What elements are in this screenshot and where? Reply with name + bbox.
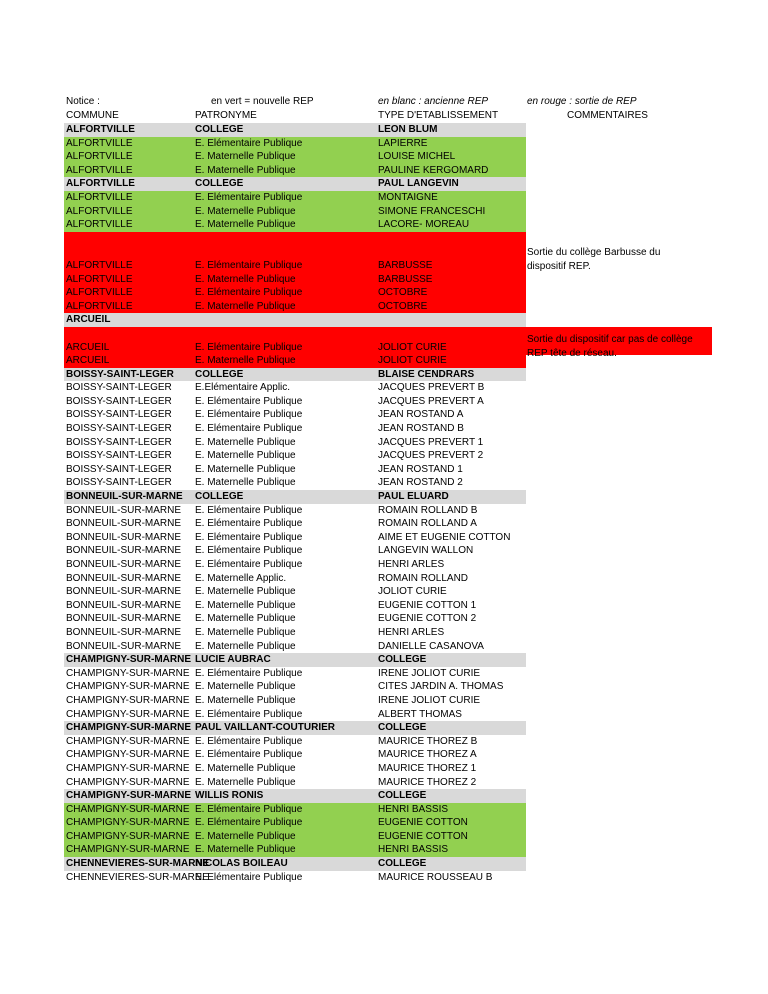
notice-row [0,95,768,109]
cell-patronyme: E. Maternelle Publique [195,586,296,598]
header-row [0,109,768,123]
cell-commune: ALFORTVILLE [66,273,133,285]
cell-type: COLLEGE [378,790,427,802]
cell-type: ALBERT THOMAS [378,708,462,720]
cell-commune: BOISSY-SAINT-LEGER [66,463,172,475]
cell-commune: ALFORTVILLE [66,151,133,163]
cell-type: IRENE JOLIOT CURIE [378,667,481,679]
cell-patronyme: E. Maternelle Publique [195,477,296,489]
cell-type: ROMAIN ROLLAND [378,572,469,584]
table-row [0,776,768,790]
cell-patronyme: E. Maternelle Publique [195,300,296,312]
table-row [0,653,768,667]
cell-patronyme: E. Maternelle Publique [195,681,296,693]
cell-commune: BONNEUIL-SUR-MARNE [66,504,182,516]
header-commune: COMMUNE [66,110,119,121]
cell-patronyme: E.Elémentaire Applic. [195,382,291,394]
cell-patronyme: E. Elémentaire Publique [195,423,303,435]
cell-type: COLLEGE [378,654,427,666]
table-row [0,463,768,477]
cell-type: IRENE JOLIOT CURIE [378,694,481,706]
cell-type: LAPIERRE [378,137,428,149]
cell-patronyme: E. Maternelle Publique [195,830,296,842]
cell-commune: CHAMPIGNY-SUR-MARNE [66,722,191,734]
cell-commune: CHAMPIGNY-SUR-MARNE [66,776,190,788]
cell-type: PAULINE KERGOMARD [378,164,489,176]
table-row [0,504,768,518]
cell-type: COLLEGE [378,858,427,870]
cell-commune: CHENNEVIERES-SUR-MARNE [66,871,209,883]
cell-commune: BONNEUIL-SUR-MARNE [66,545,182,557]
table-row [0,680,768,694]
table-row [0,286,768,300]
cell-commune: BONNEUIL-SUR-MARNE [66,613,182,625]
cell-commune: ARCUEIL [66,341,110,353]
cell-type: HENRI ARLES [378,626,445,638]
cell-type: ROMAIN ROLLAND A [378,518,477,530]
cell-patronyme: E. Maternelle Publique [195,640,296,652]
cell-commune: CHAMPIGNY-SUR-MARNE [66,694,190,706]
row-background [64,245,526,259]
cell-patronyme: WILLIS RONIS [195,790,264,802]
cell-patronyme: COLLEGE [195,178,244,190]
table-row [0,803,768,817]
cell-type: HENRI BASSIS [378,844,449,856]
cell-type: JOLIOT CURIE [378,586,447,598]
cell-type: HENRI ARLES [378,559,445,570]
cell-patronyme: E. Elémentaire Publique [195,545,303,557]
cell-type: PAUL LANGEVIN [378,178,459,190]
table-row [0,816,768,830]
cell-patronyme: E. Elémentaire Publique [195,259,303,271]
table-row [0,735,768,749]
table-row [0,449,768,463]
cell-commune: BONNEUIL-SUR-MARNE [66,640,182,652]
cell-type: LANGEVIN WALLON [378,545,474,557]
cell-type: MAURICE THOREZ A [378,749,477,761]
cell-commune: BONNEUIL-SUR-MARNE [66,518,182,530]
cell-commune: ALFORTVILLE [66,287,133,299]
cell-patronyme: E. Maternelle Publique [195,436,296,448]
table-row [0,273,768,287]
table-row [0,721,768,735]
comment-arcueil: Sortie du dispositif car pas de collège REP tête de réseau. [527,334,693,359]
cell-commune: CHAMPIGNY-SUR-MARNE [66,749,190,761]
cell-patronyme: E. Elémentaire Publique [195,749,303,761]
table-row [0,436,768,450]
cell-commune: BOISSY-SAINT-LEGER [66,436,172,448]
cell-commune: CHAMPIGNY-SUR-MARNE [66,830,190,842]
table-row [0,762,768,776]
cell-commune: BONNEUIL-SUR-MARNE [66,491,183,503]
table-row [0,408,768,422]
green-legend: en vert = nouvelle REP [211,96,314,107]
cell-patronyme: E. Maternelle Publique [195,613,296,625]
cell-commune: ALFORTVILLE [66,300,133,312]
table-row [0,205,768,219]
table-row [0,422,768,436]
cell-commune: CHAMPIGNY-SUR-MARNE [66,654,191,666]
red-legend: en rouge : sortie de REP [527,96,637,107]
cell-type: PAUL ELUARD [378,491,449,503]
cell-commune: BOISSY-SAINT-LEGER [66,450,172,462]
cell-patronyme: E. Maternelle Applic. [195,572,287,584]
cell-patronyme: E. Elémentaire Publique [195,518,303,530]
cell-patronyme: E. Maternelle Publique [195,273,296,285]
table-row [0,490,768,504]
cell-patronyme: COLLEGE [195,368,244,380]
cell-type: JEAN ROSTAND B [378,423,464,435]
cell-type: JACQUES PREVERT B [378,382,485,394]
row-background [64,313,526,327]
cell-commune: CHAMPIGNY-SUR-MARNE [66,790,191,802]
cell-type: MAURICE THOREZ 1 [378,762,477,774]
cell-type: JACQUES PREVERT 2 [378,450,484,462]
row-background [64,327,526,341]
comment-barbusse: Sortie du collège Barbusse du dispositif REP. [527,247,661,272]
table-row [0,395,768,409]
cell-patronyme: E. Elémentaire Publique [195,735,303,747]
cell-patronyme: E. Elémentaire Publique [195,531,303,543]
cell-commune: ALFORTVILLE [66,178,135,190]
table-row [0,830,768,844]
cell-commune: ARCUEIL [66,314,111,326]
table-row [0,558,768,572]
header-type: TYPE D'ETABLISSEMENT [378,110,499,121]
table-row [0,748,768,762]
header-comments: COMMENTAIRES [567,110,648,121]
cell-type: JOLIOT CURIE [378,355,447,367]
cell-commune: BONNEUIL-SUR-MARNE [66,586,182,598]
table-row [0,612,768,626]
table-row [0,694,768,708]
table-row [0,843,768,857]
table-row [0,871,768,885]
cell-type: MONTAIGNE [378,191,438,203]
cell-patronyme: COLLEGE [195,491,244,503]
cell-commune: ALFORTVILLE [66,259,133,271]
cell-commune: CHAMPIGNY-SUR-MARNE [66,708,190,720]
white-legend: en blanc : ancienne REP [378,96,489,107]
cell-type: JEAN ROSTAND 2 [378,477,463,489]
table-row [0,368,768,382]
cell-patronyme: E. Maternelle Publique [195,205,296,217]
table-row [0,381,768,395]
cell-commune: BOISSY-SAINT-LEGER [66,423,172,435]
cell-commune: CHAMPIGNY-SUR-MARNE [66,762,190,774]
cell-patronyme: E. Elémentaire Publique [195,803,303,815]
cell-patronyme: E. Maternelle Publique [195,599,296,611]
cell-type: COLLEGE [378,722,427,734]
table-row [0,164,768,178]
cell-commune: BONNEUIL-SUR-MARNE [66,559,182,570]
table-row [0,708,768,722]
cell-commune: CHAMPIGNY-SUR-MARNE [66,844,190,856]
cell-type: CITES JARDIN A. THOMAS [378,681,504,693]
cell-commune: CHAMPIGNY-SUR-MARNE [66,681,190,693]
cell-type: EUGENIE COTTON 1 [378,599,477,611]
table-row [0,857,768,871]
table-row [0,232,768,246]
table-row [0,585,768,599]
cell-patronyme: E. Maternelle Publique [195,450,296,462]
cell-type: JEAN ROSTAND A [378,409,464,421]
cell-commune: BOISSY-SAINT-LEGER [66,368,174,380]
cell-patronyme: E. Maternelle Publique [195,463,296,475]
cell-patronyme: E. Maternelle Publique [195,762,296,774]
cell-type: HENRI BASSIS [378,803,449,815]
cell-commune: CHAMPIGNY-SUR-MARNE [66,803,190,815]
table-row [0,572,768,586]
cell-patronyme: NICOLAS BOILEAU [195,858,288,870]
cell-patronyme: E. Maternelle Publique [195,844,296,856]
cell-type: MAURICE THOREZ B [378,735,478,747]
cell-patronyme: E. Elémentaire Publique [195,708,303,720]
cell-type: JEAN ROSTAND 1 [378,463,463,475]
cell-type: EUGENIE COTTON [378,817,468,829]
cell-commune: BOISSY-SAINT-LEGER [66,477,172,489]
cell-patronyme: E. Elémentaire Publique [195,287,303,299]
cell-patronyme: LUCIE AUBRAC [195,654,271,666]
table-row [0,640,768,654]
cell-commune: ALFORTVILLE [66,164,133,176]
table-row [0,137,768,151]
cell-patronyme: E. Elémentaire Publique [195,559,303,570]
cell-commune: BONNEUIL-SUR-MARNE [66,572,182,584]
cell-commune: BOISSY-SAINT-LEGER [66,382,172,394]
table-row [0,667,768,681]
cell-type: JACQUES PREVERT A [378,395,484,407]
cell-type: OCTOBRE [378,287,428,299]
cell-type: BARBUSSE [378,273,433,285]
cell-commune: ARCUEIL [66,355,110,367]
cell-type: LACORE- MOREAU [378,219,470,231]
header-patronyme: PATRONYME [195,110,257,121]
cell-type: SIMONE FRANCESCHI [378,205,486,217]
cell-type: MAURICE THOREZ 2 [378,776,477,788]
cell-patronyme: E. Elémentaire Publique [195,871,303,883]
cell-type: LEON BLUM [378,124,438,135]
cell-commune: CHAMPIGNY-SUR-MARNE [66,735,190,747]
table-row [0,313,768,327]
table-row [0,150,768,164]
cell-patronyme: E. Elémentaire Publique [195,409,303,421]
cell-patronyme: E. Maternelle Publique [195,694,296,706]
cell-patronyme: PAUL VAILLANT-COUTURIER [195,722,335,734]
cell-patronyme: E. Elémentaire Publique [195,341,303,353]
cell-patronyme: COLLEGE [195,124,244,135]
cell-commune: ALFORTVILLE [66,137,133,149]
table-row [0,626,768,640]
table-row [0,599,768,613]
cell-commune: BOISSY-SAINT-LEGER [66,395,172,407]
data-table [0,123,768,884]
cell-type: JOLIOT CURIE [378,341,447,353]
table-row [0,218,768,232]
cell-type: MAURICE ROUSSEAU B [378,871,493,883]
cell-type: DANIELLE CASANOVA [378,640,484,652]
table-row [0,123,768,137]
table-row [0,531,768,545]
cell-commune: BONNEUIL-SUR-MARNE [66,531,182,543]
cell-commune: ALFORTVILLE [66,191,133,203]
cell-type: EUGENIE COTTON 2 [378,613,477,625]
cell-patronyme: E. Elémentaire Publique [195,817,303,829]
cell-patronyme: E. Maternelle Publique [195,151,296,163]
cell-commune: ALFORTVILLE [66,124,135,135]
table-row [0,191,768,205]
cell-patronyme: E. Maternelle Publique [195,776,296,788]
table-row [0,476,768,490]
cell-type: ROMAIN ROLLAND B [378,504,478,516]
table-row [0,300,768,314]
cell-patronyme: E. Elémentaire Publique [195,667,303,679]
notice-label: Notice : [66,96,100,107]
cell-commune: ALFORTVILLE [66,219,133,231]
row-background [64,232,526,246]
cell-patronyme: E. Elémentaire Publique [195,191,303,203]
cell-type: OCTOBRE [378,300,428,312]
table-row [0,544,768,558]
cell-type: BLAISE CENDRARS [378,368,475,380]
cell-type: LOUISE MICHEL [378,151,456,163]
cell-commune: BONNEUIL-SUR-MARNE [66,626,182,638]
cell-commune: BONNEUIL-SUR-MARNE [66,599,182,611]
cell-patronyme: E. Maternelle Publique [195,219,296,231]
cell-commune: CHAMPIGNY-SUR-MARNE [66,667,190,679]
cell-type: AIME ET EUGENIE COTTON [378,531,511,543]
cell-commune: ALFORTVILLE [66,205,133,217]
cell-patronyme: E. Maternelle Publique [195,626,296,638]
table-row [0,517,768,531]
cell-type: JACQUES PREVERT 1 [378,436,484,448]
table-row [0,177,768,191]
cell-patronyme: E. Elémentaire Publique [195,504,303,516]
cell-type: EUGENIE COTTON [378,830,468,842]
cell-patronyme: E. Elémentaire Publique [195,137,303,149]
cell-commune: CHAMPIGNY-SUR-MARNE [66,817,190,829]
table-row [0,789,768,803]
cell-patronyme: E. Maternelle Publique [195,164,296,176]
cell-patronyme: E. Elémentaire Publique [195,395,303,407]
cell-patronyme: E. Maternelle Publique [195,355,296,367]
cell-commune: BOISSY-SAINT-LEGER [66,409,172,421]
cell-commune: CHENNEVIERES-SUR-MARNE [66,858,210,870]
cell-type: BARBUSSE [378,259,433,271]
